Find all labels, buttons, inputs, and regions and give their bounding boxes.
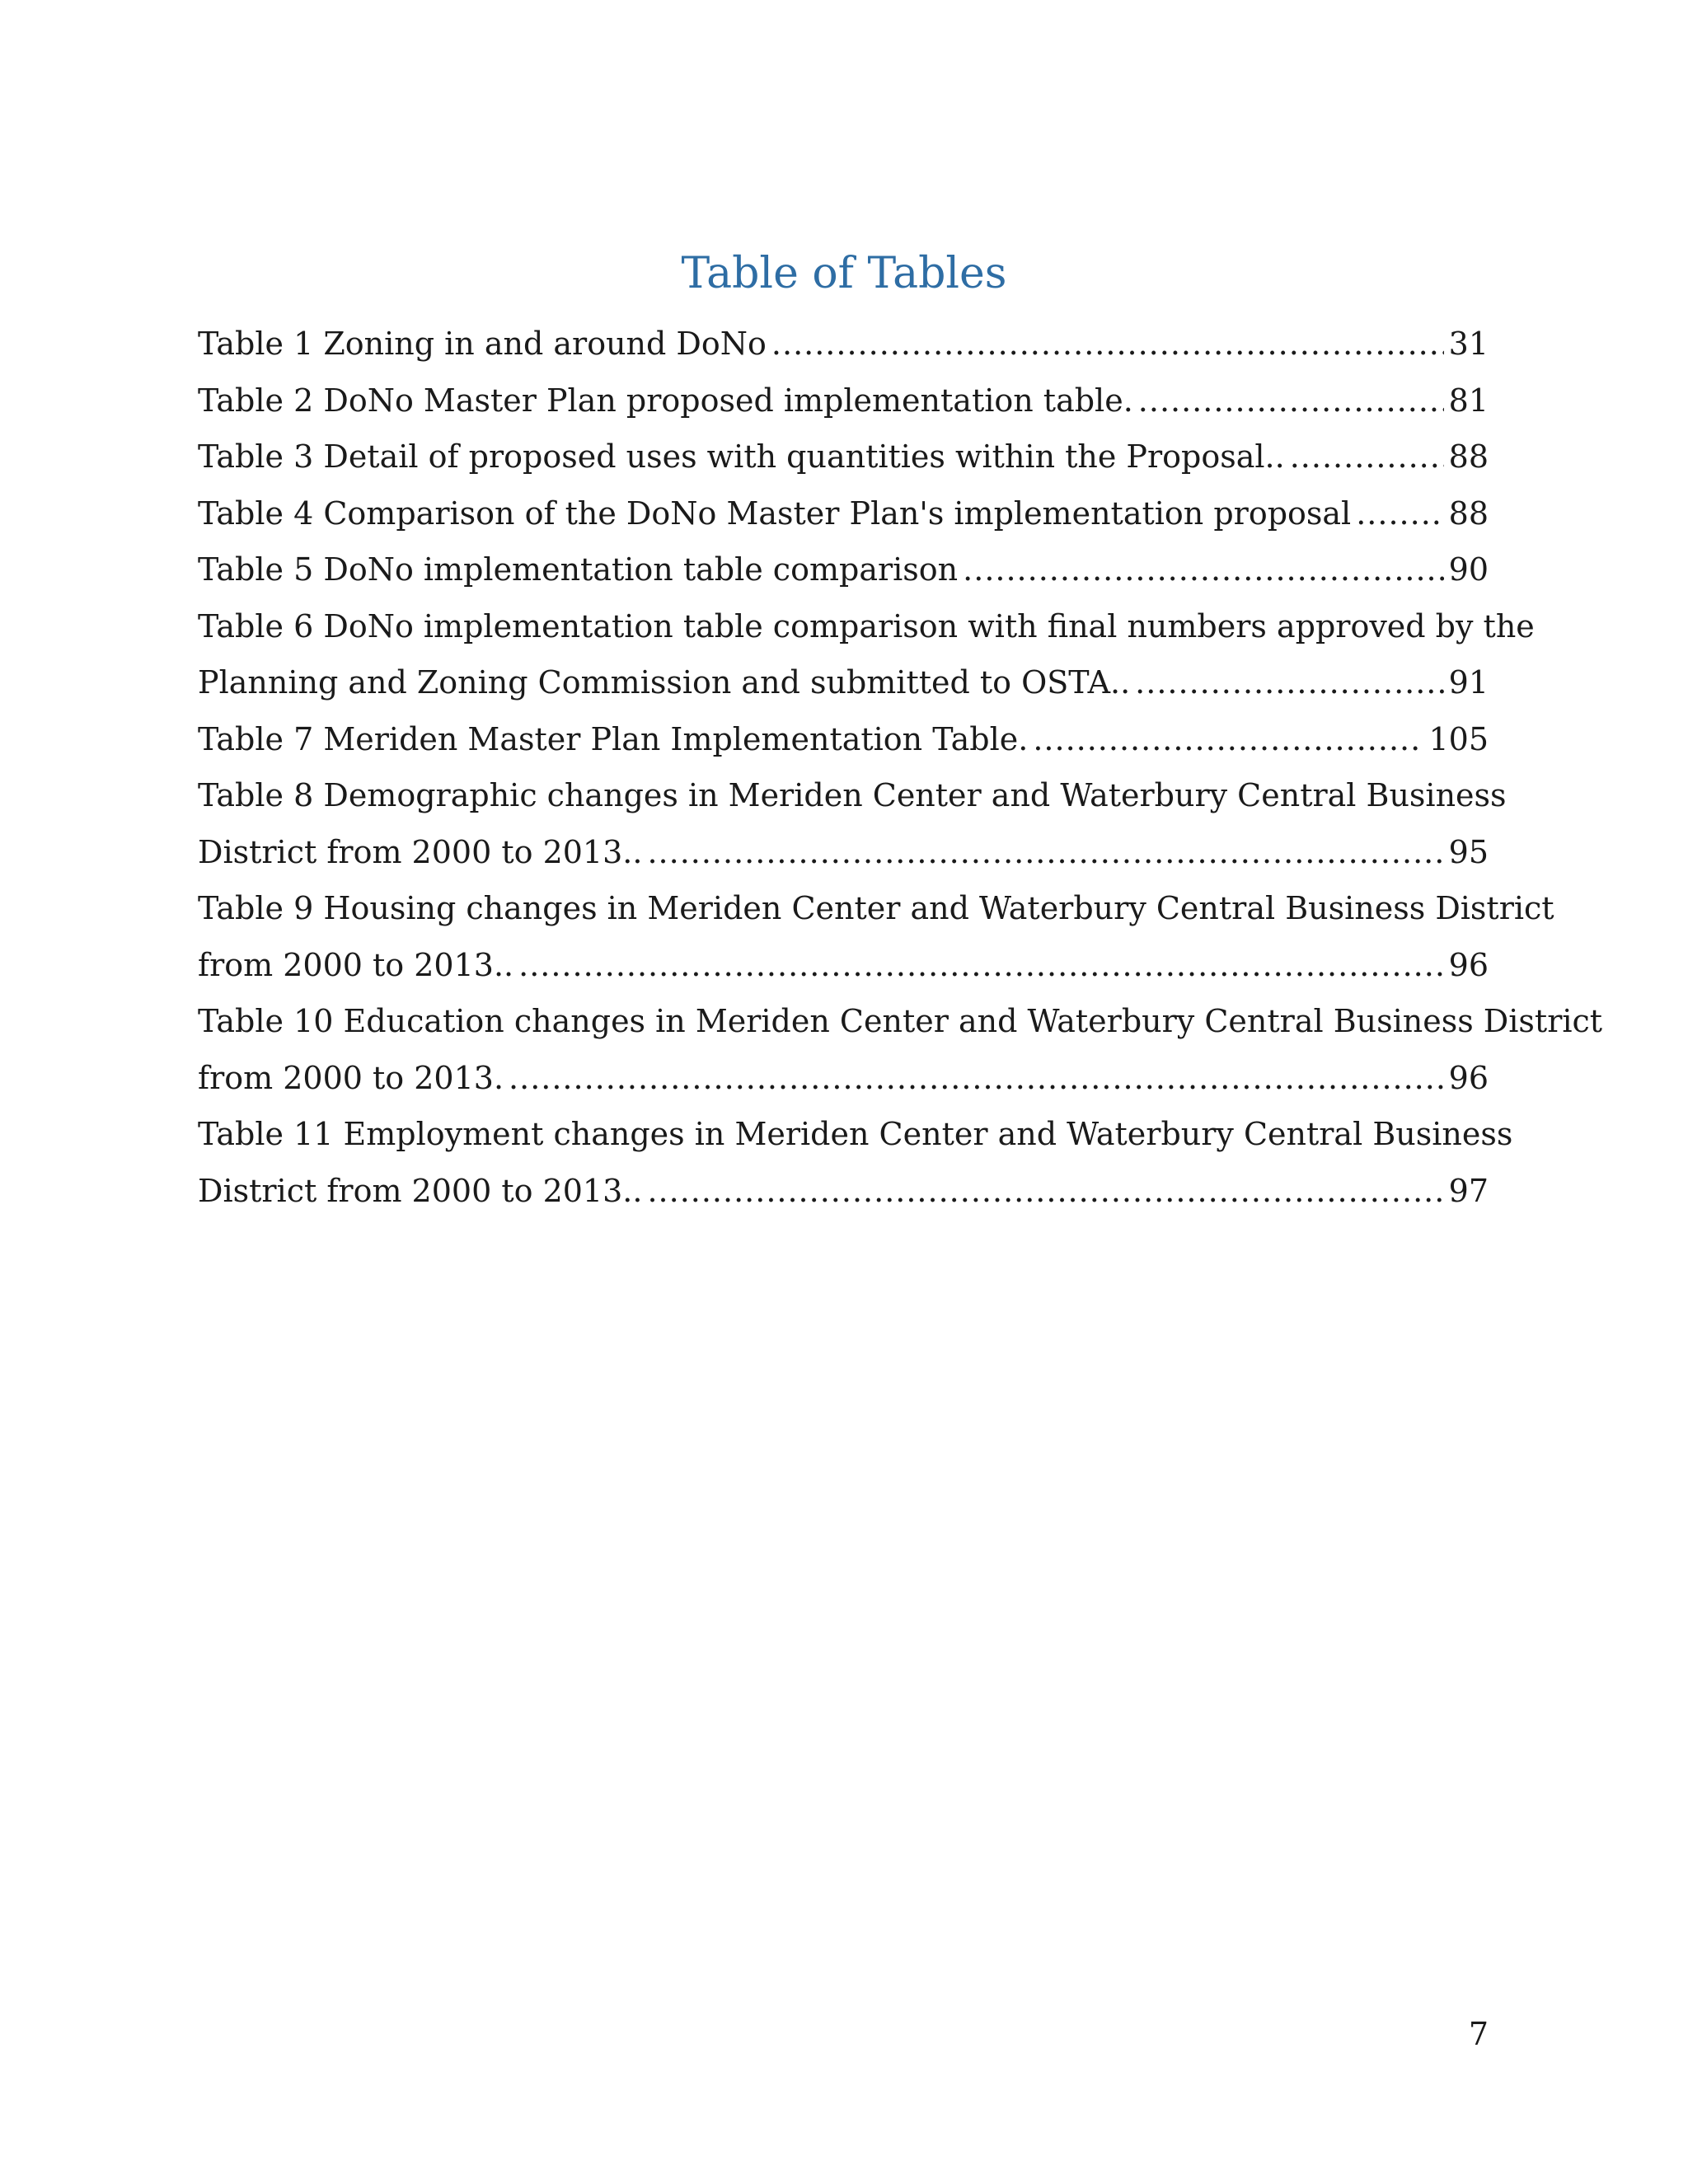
dot-leader (1138, 373, 1444, 429)
toc-entry-text: Table 1 Zoning in and around DoNo (198, 326, 767, 362)
toc-entry-text: from 2000 to 2013. (198, 1059, 504, 1096)
toc-entry-text: Planning and Zoning Commission and submitted to OSTA.. (198, 664, 1131, 701)
dot-leader (647, 824, 1443, 881)
toc-entry-table-9[interactable] (198, 880, 1554, 993)
toc-entry-page: 81 (1448, 382, 1489, 419)
toc-entry-table-2[interactable] (198, 373, 1489, 429)
dot-leader (1033, 711, 1423, 768)
toc-entry-page: 97 (1448, 1172, 1489, 1209)
dot-leader (1290, 429, 1444, 485)
page-title: Table of Tables (681, 249, 1007, 298)
toc-entry-text: from 2000 to 2013.. (198, 946, 514, 983)
toc-entry-text: Table 4 Comparison of the DoNo Master Plan's implementation proposal (198, 494, 1352, 532)
toc-entry-page: 88 (1448, 494, 1489, 532)
toc-entry-text-line1: Table 9 Housing changes in Meriden Center and Waterbury Central Business District (198, 890, 1554, 926)
dot-leader (1135, 654, 1443, 711)
toc-entry-page: 105 (1428, 720, 1489, 757)
toc-entry-text-line1: Table 8 Demographic changes in Meriden Center and Waterbury Central Business (198, 777, 1507, 813)
toc-entry-table-10[interactable] (198, 993, 1603, 1106)
toc-entry-page: 95 (1448, 833, 1489, 870)
toc-entry-text: Table 7 Meriden Master Plan Implementation Table. (198, 720, 1029, 757)
toc-entry-text-line1: Table 11 Employment changes in Meriden Center and Waterbury Central Business (198, 1116, 1513, 1152)
toc-entry-text: Table 3 Detail of proposed uses with quantities within the Proposal.. (198, 438, 1285, 475)
toc-entry-table-11[interactable] (198, 1106, 1513, 1219)
toc-entry-table-5[interactable] (198, 541, 1489, 598)
toc-entry-text: Table 2 DoNo Master Plan proposed implementation table. (198, 382, 1133, 419)
toc-entry-text: District from 2000 to 2013.. (198, 1172, 643, 1209)
dot-leader (771, 316, 1444, 373)
toc-entry-page: 96 (1448, 946, 1489, 983)
toc-entry-table-1[interactable] (198, 316, 1489, 373)
toc-entry-table-8[interactable] (198, 767, 1507, 880)
page-number: 7 (1468, 2016, 1489, 2052)
toc-entry-page: 31 (1448, 326, 1489, 362)
toc-entry-text-line1: Table 6 DoNo implementation table comparison with final numbers approved by the (198, 607, 1535, 644)
toc-entry-text-line1: Table 10 Education changes in Meriden Center and Waterbury Central Business District (198, 1003, 1603, 1039)
toc-entry-table-4[interactable] (198, 485, 1489, 542)
toc-entry-page: 91 (1448, 664, 1489, 701)
dot-leader (647, 1163, 1443, 1220)
toc-entry-text: District from 2000 to 2013.. (198, 833, 643, 870)
toc-entry-table-3[interactable] (198, 429, 1489, 485)
toc-entry-table-6[interactable] (198, 598, 1535, 711)
table-of-tables-list (198, 316, 1603, 1219)
toc-entry-page: 96 (1448, 1059, 1489, 1096)
toc-entry-page: 88 (1448, 438, 1489, 475)
dot-leader (509, 1050, 1444, 1107)
toc-entry-table-7[interactable] (198, 711, 1489, 768)
toc-entry-page: 90 (1448, 551, 1489, 588)
dot-leader (963, 541, 1443, 598)
toc-entry-text: Table 5 DoNo implementation table comparison (198, 551, 959, 588)
dot-leader (1356, 485, 1443, 542)
dot-leader (518, 937, 1444, 994)
